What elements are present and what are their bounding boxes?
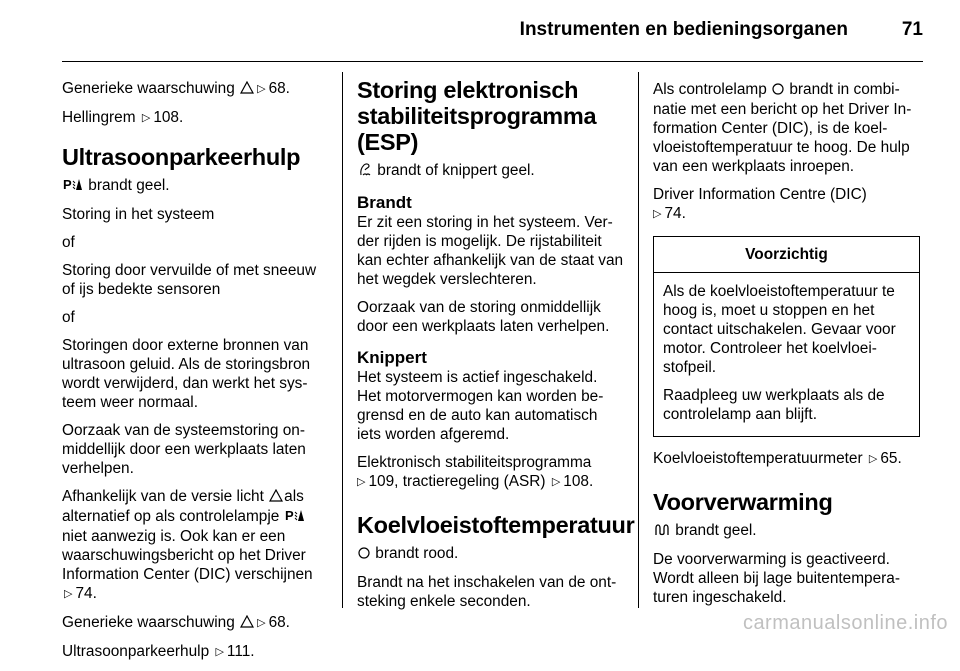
- esp-icon: [358, 162, 372, 181]
- page-reference[interactable]: 74.: [664, 205, 686, 222]
- text: brandt of knippert geel.: [377, 162, 535, 179]
- coolant-temperature-icon: [772, 81, 784, 100]
- paragraph: Er zit een storing in het systeem. Ver- der rijden is mogelijk. De rijstabiliteit kan echter afhankelijk van de staat van het wegdek verslechteren.: [357, 214, 624, 288]
- warning-triangle-icon: [240, 614, 254, 633]
- heading-coolant-temperature: Koelvloeistoftemperatuur: [357, 512, 635, 538]
- heading-esp-fault: Storing elektronisch stabiliteitsprogramma (ESP): [357, 77, 597, 155]
- page-reference[interactable]: 65.: [880, 450, 902, 467]
- paragraph: Oorzaak van de systeemstoring on- middellijk door een werkplaats laten verhelpen.: [62, 422, 306, 477]
- page-reference[interactable]: 108.: [153, 109, 184, 126]
- paragraph: of: [62, 234, 75, 251]
- column-1: [62, 79, 330, 671]
- page-reference[interactable]: 74.: [75, 585, 97, 602]
- cross-reference-arrow-icon: ▷: [653, 208, 662, 220]
- watermark: carmanualsonline.info: [742, 612, 948, 634]
- paragraph-version-note: [62, 487, 330, 604]
- paragraph: Storing in het systeem: [62, 206, 215, 223]
- warning-triangle-icon: [240, 80, 254, 99]
- text: brandt geel.: [675, 522, 757, 539]
- parking-assist-icon: [285, 508, 305, 527]
- page-header: [0, 0, 960, 62]
- svg-text:P: P: [284, 508, 294, 522]
- heading-ultrasonic-parking: Ultrasoonparkeerhulp: [62, 144, 301, 170]
- paragraph-preheat-lamp: [653, 521, 921, 541]
- paragraph-hill-brake: [62, 108, 330, 128]
- svg-text:P: P: [63, 177, 72, 191]
- page-reference[interactable]: 109, tractieregeling (ASR): [368, 473, 546, 490]
- paragraph: Brandt na het inschakelen van de ont- steking enkele seconden.: [357, 574, 617, 610]
- paragraph: of: [62, 309, 75, 326]
- page-reference[interactable]: 111.: [226, 643, 255, 660]
- heading-lit: Brandt: [357, 193, 412, 212]
- text: Als controlelamp: [653, 81, 767, 98]
- text: niet aanwezig is. Ook kan er een waarschuwingsbericht op het Driver Information Center (DIC) verschijnen: [62, 528, 313, 583]
- cross-reference-arrow-icon: ▷: [141, 112, 151, 124]
- text: Koelvloeistoftemperatuurmeter: [653, 450, 863, 467]
- header-rule: [62, 61, 923, 62]
- cross-reference-arrow-icon: ▷: [257, 617, 266, 629]
- column-3: [653, 80, 921, 616]
- paragraph-coolant-warning: [653, 80, 921, 176]
- page-reference[interactable]: 108.: [563, 473, 594, 490]
- text: brandt geel.: [88, 177, 170, 194]
- paragraph: Het systeem is actief ingeschakeld. Het motorvermogen kan worden be- grensd en de auto kan automatisch iets worden afgeremd.: [357, 369, 604, 443]
- cross-reference-arrow-icon: ▷: [215, 646, 224, 658]
- cross-reference-arrow-icon: ▷: [64, 588, 73, 600]
- column-2: [357, 77, 635, 620]
- paragraph-parking-lamp: [62, 176, 330, 196]
- page-header-title: Instrumenten en bedieningsorganen: [519, 19, 848, 40]
- paragraph: De voorverwarming is geactiveerd. Wordt alleen bij lage buitentempera- turen ingeschakeld.: [653, 551, 900, 606]
- text: Generieke waarschuwing: [62, 80, 235, 97]
- page-reference[interactable]: 68.: [268, 80, 290, 97]
- coolant-temperature-icon: [358, 545, 370, 564]
- paragraph: Storingen door externe bronnen van ultrasoon geluid. Als de storingsbron wordt verwijderd, dan werkt het sys- teem weer normaal.: [62, 337, 311, 411]
- paragraph: Oorzaak van de storing onmiddellijk door een werkplaats laten verhelpen.: [357, 299, 610, 335]
- paragraph-esp-lamp: [357, 161, 625, 181]
- parking-assist-icon: [63, 177, 83, 196]
- paragraph-generic-warning: [62, 613, 330, 633]
- cross-reference-arrow-icon: ▷: [868, 453, 878, 465]
- caution-box: [653, 236, 920, 437]
- text: brandt in combi- natie met een bericht op het Driver In- formation Center (DIC), is de koel- vloeistoftemperatuur te hoog. De hulp van een werkplaats inroepen.: [653, 81, 912, 175]
- paragraph-esp-refs: [357, 453, 625, 492]
- text: Hellingrem: [62, 109, 136, 126]
- heading-flashing: Knippert: [357, 348, 427, 367]
- paragraph-coolant-gauge-ref: [653, 449, 921, 469]
- paragraph-dic-ref: [653, 185, 921, 224]
- text: Driver Information Centre (DIC): [653, 186, 867, 203]
- text: Generieke waarschuwing: [62, 614, 235, 631]
- warning-triangle-icon: [269, 488, 283, 507]
- paragraph-generic-warning: [62, 79, 330, 99]
- paragraph: Raadpleeg uw werkplaats als de controlelamp aan blijft.: [663, 387, 885, 423]
- cross-reference-arrow-icon: ▷: [551, 476, 561, 488]
- text: brandt rood.: [375, 545, 459, 562]
- heading-preheating: Voorverwarming: [653, 489, 833, 515]
- paragraph: Storing door vervuilde of met sneeuw of ijs bedekte sensoren: [62, 262, 317, 298]
- cross-reference-arrow-icon: ▷: [257, 83, 266, 95]
- text: Ultrasoonparkeerhulp: [62, 643, 210, 660]
- paragraph-coolant-lamp: [357, 544, 625, 564]
- caution-body: [654, 273, 919, 436]
- page-number: 71: [901, 19, 923, 40]
- cross-reference-arrow-icon: ▷: [357, 476, 366, 488]
- text: Elektronisch stabiliteitsprogramma: [357, 454, 592, 471]
- caution-title: Voorzichtig: [654, 237, 919, 273]
- page-reference[interactable]: 68.: [268, 614, 290, 631]
- text: Afhankelijk van de versie licht: [62, 488, 264, 505]
- paragraph: Als de koelvloeistoftemperatuur te hoog is, moet u stoppen en het contact uitschakelen. Gevaar voor motor. Controleer het koelvloei- stofpeil.: [663, 283, 896, 376]
- preheat-coil-icon: [654, 522, 670, 541]
- text: als alternatief op als controlelampje: [62, 488, 304, 525]
- paragraph-ultrasonic-ref: [62, 642, 330, 662]
- column-divider-2: [638, 72, 639, 608]
- column-divider-1: [342, 72, 343, 608]
